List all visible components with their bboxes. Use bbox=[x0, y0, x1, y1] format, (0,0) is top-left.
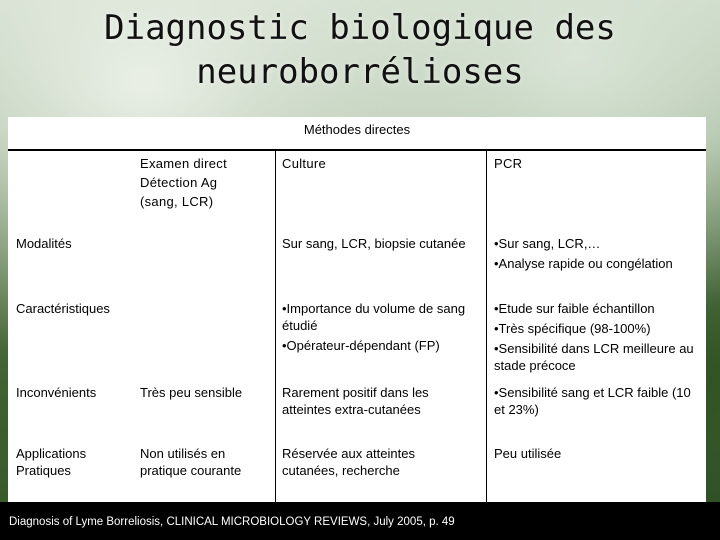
cell-line: Réservée aux atteintes cutanées, recherche bbox=[282, 446, 415, 478]
citation: Diagnosis of Lyme Borreliosis, CLINICAL MICROBIOLOGY REVIEWS, July 2005, p. 49 bbox=[9, 516, 455, 528]
column-header-line: (sang, LCR) bbox=[140, 194, 214, 209]
column-header-direct-exam bbox=[140, 154, 266, 211]
cell-applications-direct bbox=[140, 445, 265, 479]
row-label-modalites: Modalités bbox=[16, 236, 72, 251]
slide-title-line-2: neuroborrélioses bbox=[196, 52, 524, 92]
cell-line: •Etude sur faible échantillon bbox=[494, 301, 655, 316]
cell-line: Très peu sensible bbox=[140, 385, 243, 400]
cell-line: •Analyse rapide ou congélation bbox=[494, 256, 673, 271]
cell-modalites-culture bbox=[282, 235, 482, 252]
slide-title-line-1: Diagnostic biologique des bbox=[104, 8, 616, 48]
cell-applications-culture bbox=[282, 445, 432, 479]
cell-inconvenients-direct bbox=[140, 384, 270, 401]
column-header-line: PCR bbox=[494, 156, 523, 171]
column-header-line: Culture bbox=[282, 156, 327, 171]
cell-modalites-pcr bbox=[494, 235, 702, 272]
row-label-caracteristiques: Caractéristiques bbox=[16, 301, 110, 316]
column-header-line: Examen direct bbox=[140, 156, 227, 171]
cell-line: Rarement positif dans les atteintes extra-cutanées bbox=[282, 385, 429, 417]
column-header-culture bbox=[282, 154, 478, 173]
column-divider bbox=[275, 151, 276, 502]
column-header-line: Détection Ag bbox=[140, 175, 218, 190]
cell-line: Non utilisés en pratique courante bbox=[140, 446, 242, 478]
row-label-inconvenients: Inconvénients bbox=[16, 385, 97, 400]
cell-line: •Très spécifique (98-100%) bbox=[494, 321, 651, 336]
cell-inconvenients-culture bbox=[282, 384, 462, 418]
cell-line: Sur sang, LCR, biopsie cutanée bbox=[282, 236, 466, 251]
cell-line: Peu utilisée bbox=[494, 446, 562, 461]
cell-line: •Sensibilité dans LCR meilleure au stade précoce bbox=[494, 341, 694, 373]
cell-caracteristiques-pcr bbox=[494, 300, 702, 374]
row-label-applications: Applications Pratiques bbox=[16, 446, 87, 478]
methods-table bbox=[8, 117, 706, 502]
table-caption: Méthodes directes bbox=[8, 117, 706, 151]
column-divider bbox=[486, 151, 487, 502]
slide-title bbox=[0, 6, 720, 94]
cell-line: •Importance du volume de sang étudié bbox=[282, 301, 466, 333]
cell-line: •Opérateur-dépendant (FP) bbox=[282, 338, 440, 353]
cell-inconvenients-pcr bbox=[494, 384, 702, 418]
column-header-pcr bbox=[494, 154, 700, 173]
cell-line: •Sur sang, LCR,… bbox=[494, 236, 601, 251]
cell-line: •Sensibilité sang et LCR faible (10 et 23%) bbox=[494, 385, 691, 417]
cell-caracteristiques-culture bbox=[282, 300, 484, 354]
cell-applications-pcr bbox=[494, 445, 702, 462]
